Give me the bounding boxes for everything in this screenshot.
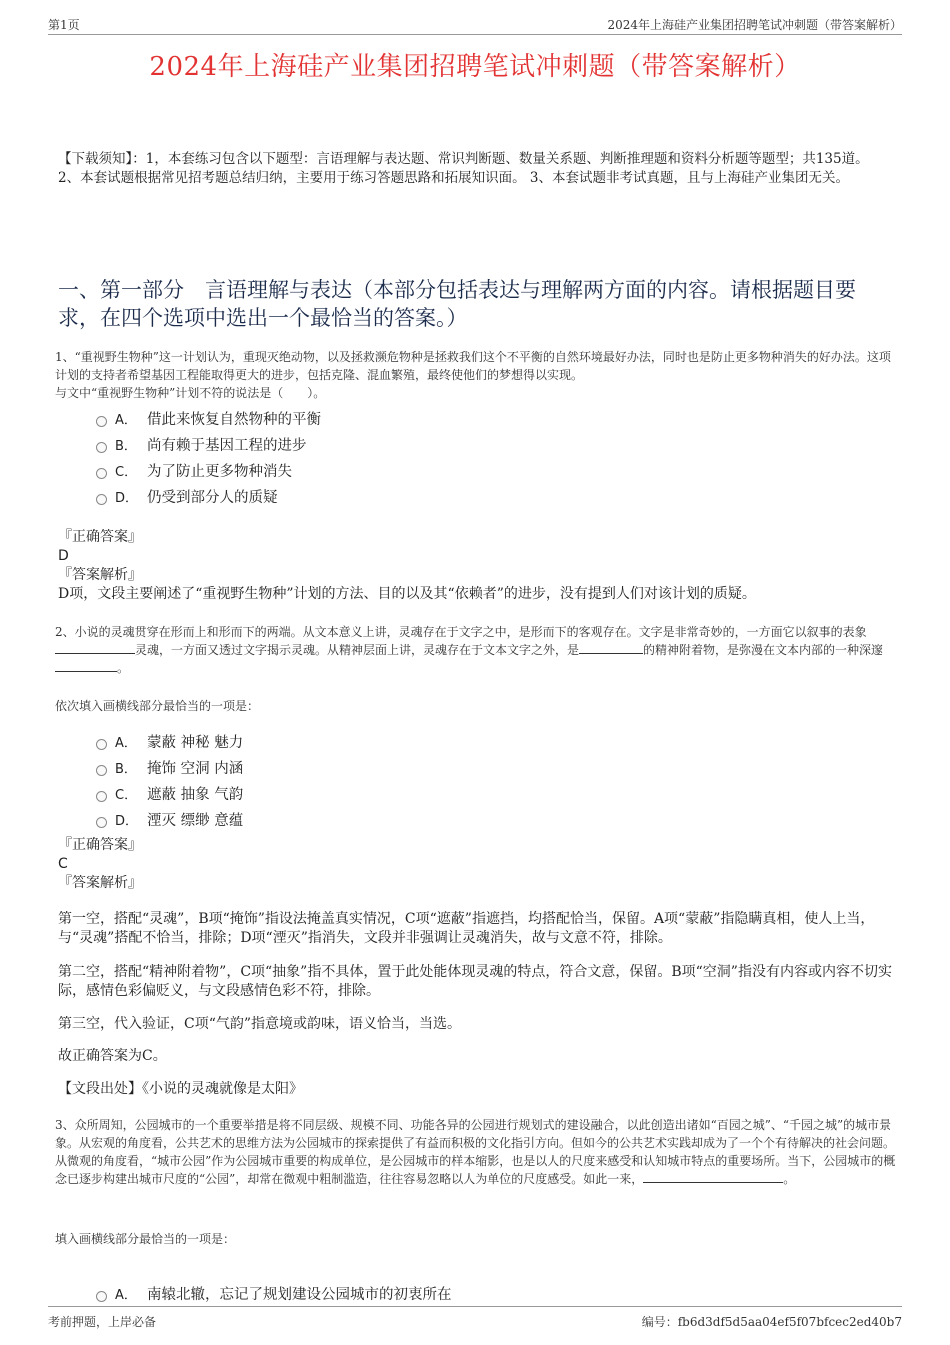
- radio-icon[interactable]: [96, 765, 107, 776]
- question-2-prompt: 依次填入画横线部分最恰当的一项是：: [55, 699, 260, 713]
- question-1-option-a[interactable]: A． 借此来恢复自然物种的平衡: [96, 405, 321, 431]
- question-2-text: 2、小说的灵魂贯穿在形而上和形而下的两端。从文本意义上讲，灵魂存在于文字之中，是形而下的客观存在。文字是非常奇妙的，一方面它以叙事的表象灵魂，一方面又透过文字揭示灵魂。从精神层面上讲，灵魂存在于文本文字之外，是 的精神附着物，是弥漫在文本内部的一种深邃。: [55, 625, 884, 675]
- answer-label: 『正确答案』: [58, 529, 142, 545]
- analysis-label: 『答案解析』: [58, 875, 142, 891]
- question-1-option-d[interactable]: D． 仍受到部分人的质疑: [96, 483, 321, 509]
- page-footer: [48, 1306, 902, 1329]
- footer-slogan: 考前押题，上岸必备: [48, 1315, 157, 1329]
- question-1-option-b[interactable]: B． 尚有赖于基因工程的进步: [96, 431, 321, 457]
- radio-icon[interactable]: [96, 416, 107, 427]
- analysis-text: D项，文段主要阐述了“重视野生物种”计划的方法、目的以及其“依赖者”的进步，没有提到人们对该计划的质疑。: [58, 586, 756, 602]
- question-3-options: [96, 1280, 452, 1306]
- page-number: 第1页: [48, 18, 80, 32]
- page-header: [48, 14, 902, 35]
- analysis-label: 『答案解析』: [58, 567, 142, 583]
- radio-icon[interactable]: [96, 817, 107, 828]
- blank-3: [55, 659, 117, 672]
- question-2-analysis-p2: 第二空，搭配“精神附着物”，C项“抽象”指不具体，置于此处能体现灵魂的特点，符合文意，保留。B项“空洞”指没有内容或内容不切实际，感情色彩偏贬义，与文段感情色彩不符，排除。: [58, 964, 892, 999]
- question-2-source: 【文段出处】《小说的灵魂就像是太阳》: [58, 1081, 303, 1097]
- radio-icon[interactable]: [96, 442, 107, 453]
- question-2-answer-block: [58, 836, 900, 893]
- question-1-answer-block: [58, 528, 900, 604]
- question-2-option-a[interactable]: A． 蒙蔽 神秘 魅力: [96, 728, 243, 754]
- answer-value: D: [58, 548, 69, 564]
- radio-icon[interactable]: [96, 739, 107, 750]
- question-2-analysis-p4: 故正确答案为C。: [58, 1048, 167, 1064]
- question-3-prompt: 填入画横线部分最恰当的一项是：: [55, 1232, 236, 1246]
- download-notice: 【下载须知】：1，本套练习包含以下题型：言语理解与表达题、常识判断题、数量关系题、判断推理题和资料分析题等题型；共135道。 2、本套试题根据常见招考题总结归纳，主要用于练习答题思路和拓展知识面。 3、本套试题非考试真题，且与上海硅产业集团无关。: [58, 151, 869, 186]
- question-1-prompt: 与文中“重视野生物种”计划不符的说法是（ ）。: [55, 386, 326, 400]
- radio-icon[interactable]: [96, 791, 107, 802]
- question-3-text: 3、众所周知，公园城市的一个重要举措是将不同层级、规模不同、功能各异的公园进行规划式的建设融合，以此创造出诸如“百园之城”、“千园之城”的城市景象。从宏观的角度看，公共艺术的思维方法为公园城市的探索提供了有益而积极的文化指引方向。但如今的公共艺术实践却成为了一个个有待解决的社会问题。从微观的角度看，“城市公园”作为公园城市重要的构成单位，是公园城市的样本缩影，也是以人的尺度来感受和认知城市特点的重要场所。当下，公园城市的概念已逐步构建出城市尺度的“公园”，却常在微观中粗制滥造，往往容易忽略以人为单位的尺度感受。如此一来， 。: [55, 1118, 896, 1186]
- question-2-option-b[interactable]: B． 掩饰 空洞 内涵: [96, 754, 243, 780]
- blank-1: [643, 1170, 783, 1183]
- question-3-option-a[interactable]: A． 南辕北辙，忘记了规划建设公园城市的初衷所在: [96, 1280, 452, 1306]
- question-1-text: [55, 348, 902, 402]
- question-2-analysis-p1: 第一空，搭配“灵魂”，B项“掩饰”指设法掩盖真实情况，C项“遮蔽”指遮挡，均搭配恰当，保留。A项“蒙蔽”指隐瞒真相，使人上当，与“灵魂”搭配不恰当，排除；D项“湮灭”指消失，文段并非强调让灵魂消失，故与文意不符，排除。: [58, 911, 875, 946]
- question-2-option-d[interactable]: D． 湮灭 缥缈 意蕴: [96, 806, 243, 832]
- radio-icon[interactable]: [96, 1291, 107, 1302]
- blank-2: [579, 641, 643, 654]
- answer-label: 『正确答案』: [58, 837, 142, 853]
- question-2-option-c[interactable]: C． 遮蔽 抽象 气韵: [96, 780, 243, 806]
- document-title: 2024年上海硅产业集团招聘笔试冲刺题（带答案解析）: [149, 52, 801, 82]
- question-1-option-c[interactable]: C． 为了防止更多物种消失: [96, 457, 321, 483]
- question-2-options: [96, 728, 243, 832]
- question-1-stem: 1、“重视野生物种”这一计划认为，重现灭绝动物，以及拯救濒危物种是拯救我们这个不平衡的自然环境最好办法，同时也是防止更多物种消失的好办法。这项计划的支持者希望基因工程能取得更大的进步，包括克隆、混血繁殖，最终使他们的梦想得以实现。: [55, 350, 891, 382]
- answer-value: C: [58, 856, 68, 872]
- question-2-analysis-p3: 第三空，代入验证，C项“气韵”指意境或韵味，语义恰当，当选。: [58, 1016, 462, 1032]
- radio-icon[interactable]: [96, 494, 107, 505]
- radio-icon[interactable]: [96, 468, 107, 479]
- section-title: 一、第一部分 言语理解与表达（本部分包括表达与理解两方面的内容。请根据题目要求，在四个选项中选出一个最恰当的答案。）: [58, 278, 856, 330]
- blank-1: [55, 641, 135, 654]
- header-doc-title: 2024年上海硅产业集团招聘笔试冲刺题（带答案解析）: [607, 18, 902, 32]
- question-1-options: [96, 405, 321, 509]
- footer-doc-id: 编号：fb6d3df5d5aa04ef5f07bfcec2ed40b7: [641, 1315, 902, 1329]
